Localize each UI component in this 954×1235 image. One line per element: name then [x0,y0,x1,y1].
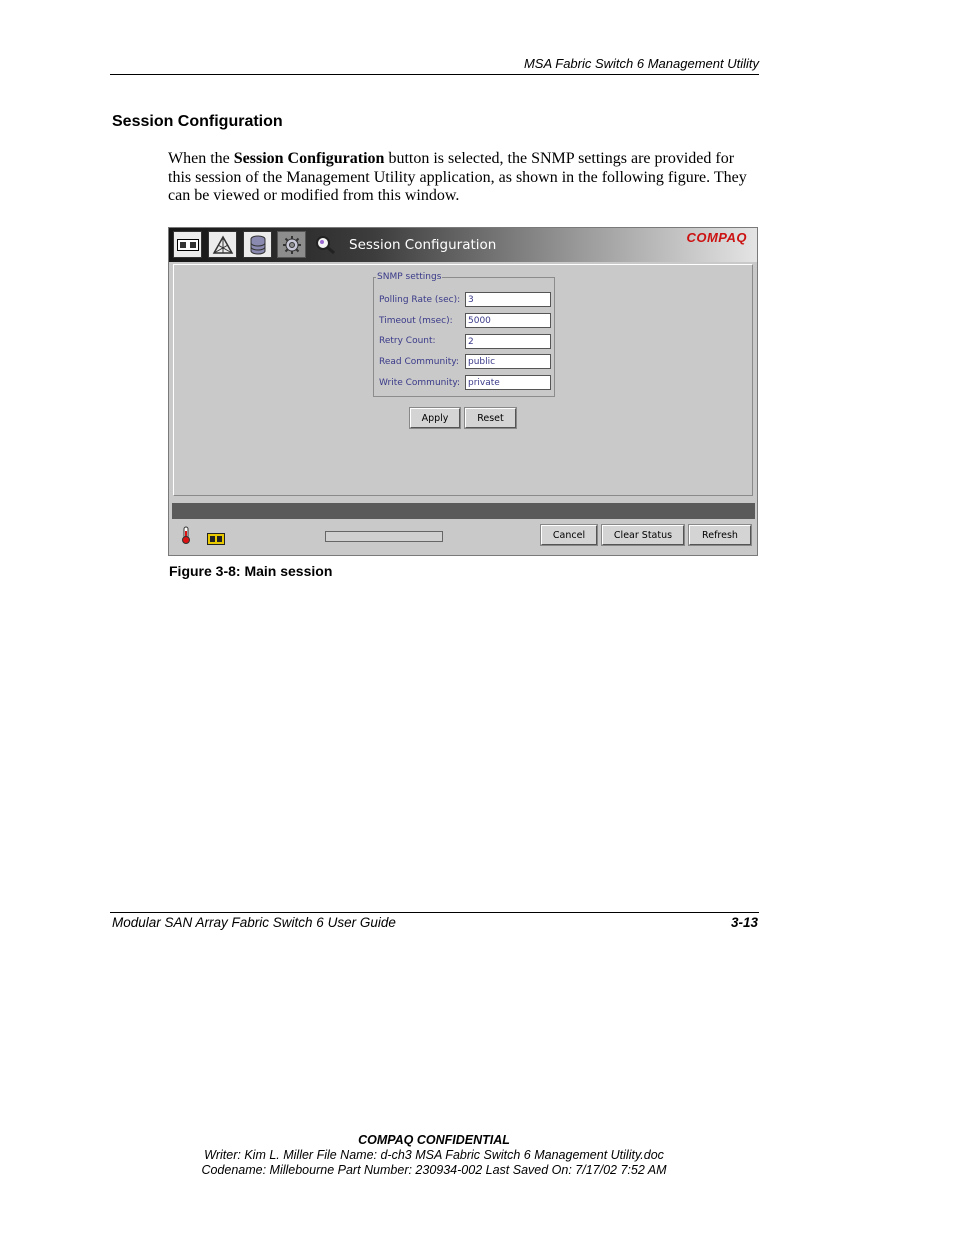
window-titlebar [169,228,757,262]
window-title: Session Configuration [349,237,497,253]
search-icon[interactable] [310,231,339,258]
reset-button[interactable]: Reset [465,408,516,428]
figure-caption: Figure 3-8: Main session [169,563,333,579]
running-header: MSA Fabric Switch 6 Management Utility [523,56,759,71]
writer-line: Writer: Kim L. Miller File Name: d-ch3 MSA Fabric Switch 6 Management Utility.doc [204,1148,664,1162]
confidential-title: COMPAQ CONFIDENTIAL [358,1133,510,1147]
bottom-bar [169,521,757,555]
codename-line: Codename: Millebourne Part Number: 230934-002 Last Saved On: 7/17/02 7:52 AM [201,1163,667,1177]
timeout-label: Timeout (msec): [379,316,453,326]
read-community-input[interactable] [465,354,551,369]
body-text-bold: Session Configuration [233,150,385,167]
refresh-button[interactable]: Refresh [689,525,751,545]
main-panel [173,264,753,496]
write-community-input[interactable] [465,375,551,390]
body-text-post: button is selected, the SNMP settings are provided for this session of the Management Utility application, as shown in the following figure. They can be viewed or modified from this window. [168,150,747,204]
topology-icon[interactable] [208,231,237,258]
body-paragraph [168,150,760,206]
retry-count-input[interactable] [465,334,551,349]
footer-title: Modular SAN Array Fabric Switch 6 User Guide [112,915,396,930]
session-config-window [168,227,758,556]
body-text-pre: When the [168,150,234,167]
snmp-settings-group [373,272,555,397]
switch-status-icon[interactable] [207,530,225,549]
status-bar [172,503,755,519]
database-icon[interactable] [243,231,272,258]
header-rule [110,74,759,75]
snmp-settings-legend: SNMP settings [377,272,442,282]
gear-icon[interactable] [277,231,306,258]
polling-rate-label: Polling Rate (sec): [379,295,461,305]
retry-count-label: Retry Count: [379,336,436,346]
compaq-logo: COMPAQ [686,230,747,245]
cancel-button[interactable]: Cancel [541,525,597,545]
progress-bar [325,531,443,542]
footer-rule [110,912,759,913]
switch-icon[interactable] [173,231,202,258]
clear-status-button[interactable]: Clear Status [602,525,684,545]
read-community-label: Read Community: [379,357,459,367]
polling-rate-input[interactable] [465,292,551,307]
timeout-input[interactable] [465,313,551,328]
section-title: Session Configuration [112,113,283,130]
apply-button[interactable]: Apply [410,408,460,428]
confidential-block [0,1133,868,1178]
write-community-label: Write Community: [379,378,461,388]
page-number: 3-13 [730,915,758,930]
thermometer-icon[interactable] [181,526,191,548]
